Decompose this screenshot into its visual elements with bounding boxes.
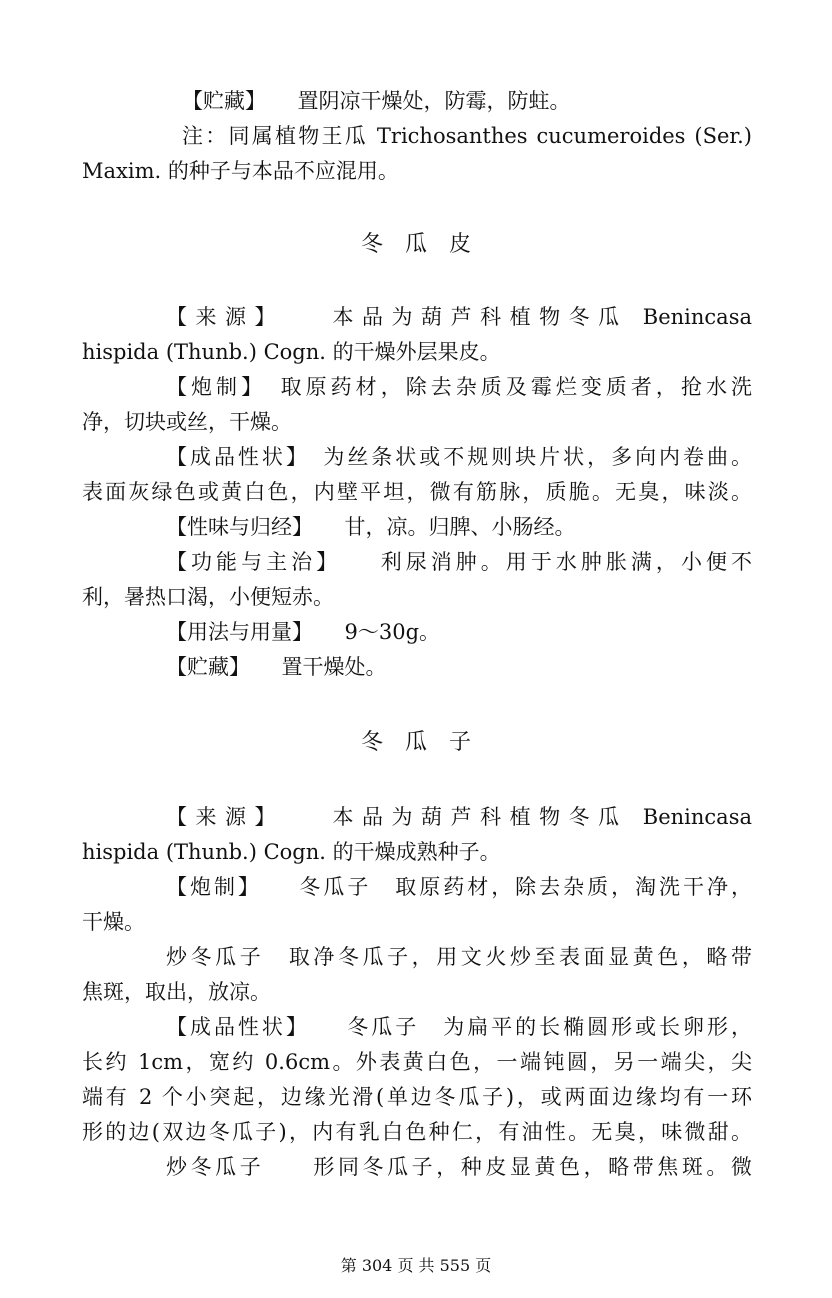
section-title-dongguapi: 冬 瓜 皮 [360, 232, 471, 257]
fried-processing-line-2: 焦斑，取出，放凉。 [82, 980, 271, 1004]
source-line-4: hispida (Thunb.) Cogn. 的干燥成熟种子。 [82, 840, 501, 864]
processing-line-4: 干燥。 [82, 910, 145, 934]
processing-line-1: 【炮制】 取原药材，除去杂质及霉烂变质者，抢水洗 [166, 375, 752, 399]
storage-line-1: 【贮藏】 置阴凉干燥处，防霉，防蛀。 [182, 89, 571, 113]
properties-line-1: 【成品性状】 为丝条状或不规则块片状，多向内卷曲。 [166, 445, 752, 469]
dosage-line: 【用法与用量】 9～30g。 [166, 620, 441, 644]
properties-line-5: 端有 2 个小突起，边缘光滑(单边冬瓜子)，或两面边缘均有一环 [82, 1085, 752, 1109]
note-line-2: Maxim. 的种子与本品不应混用。 [82, 159, 399, 183]
function-line-2: 利，暑热口渴，小便短赤。 [82, 585, 334, 609]
fried-processing-line-1: 炒冬瓜子 取净冬瓜子，用文火炒至表面显黄色，略带 [166, 945, 752, 969]
page-footer: 第 304 页 共 555 页 [340, 1256, 492, 1275]
function-line-1: 【功能与主治】 利尿消肿。用于水肿胀满，小便不 [166, 550, 752, 574]
source-line-1: 【来源】 本品为葫芦科植物冬瓜 Benincasa [166, 305, 752, 329]
processing-line-3: 【炮制】 冬瓜子 取原药材，除去杂质，淘洗干净， [166, 875, 752, 899]
note-line-1: 注：同属植物王瓜 Trichosanthes cucumeroides (Ser.) [182, 124, 752, 148]
fried-properties-line: 炒冬瓜子 形同冬瓜子，种皮显黄色，略带焦斑。微 [166, 1155, 752, 1179]
source-line-2: hispida (Thunb.) Cogn. 的干燥外层果皮。 [82, 340, 501, 364]
processing-line-2: 净，切块或丝，干燥。 [82, 410, 292, 434]
properties-line-4: 长约 1cm，宽约 0.6cm。外表黄白色，一端钝圆，另一端尖，尖 [82, 1050, 752, 1074]
storage-line-2: 【贮藏】 置干燥处。 [166, 655, 387, 679]
source-line-3: 【来源】 本品为葫芦科植物冬瓜 Benincasa [166, 805, 752, 829]
properties-line-2: 表面灰绿色或黄白色，内壁平坦，微有筋脉，质脆。无臭，味淡。 [82, 480, 752, 504]
taste-meridian-line: 【性味与归经】 甘，凉。归脾、小肠经。 [166, 515, 576, 539]
properties-line-3: 【成品性状】 冬瓜子 为扁平的长椭圆形或长卵形， [166, 1015, 752, 1039]
properties-line-6: 形的边(双边冬瓜子)，内有乳白色种仁，有油性。无臭，味微甜。 [82, 1120, 752, 1144]
section-title-dongguazi: 冬 瓜 子 [360, 730, 471, 755]
